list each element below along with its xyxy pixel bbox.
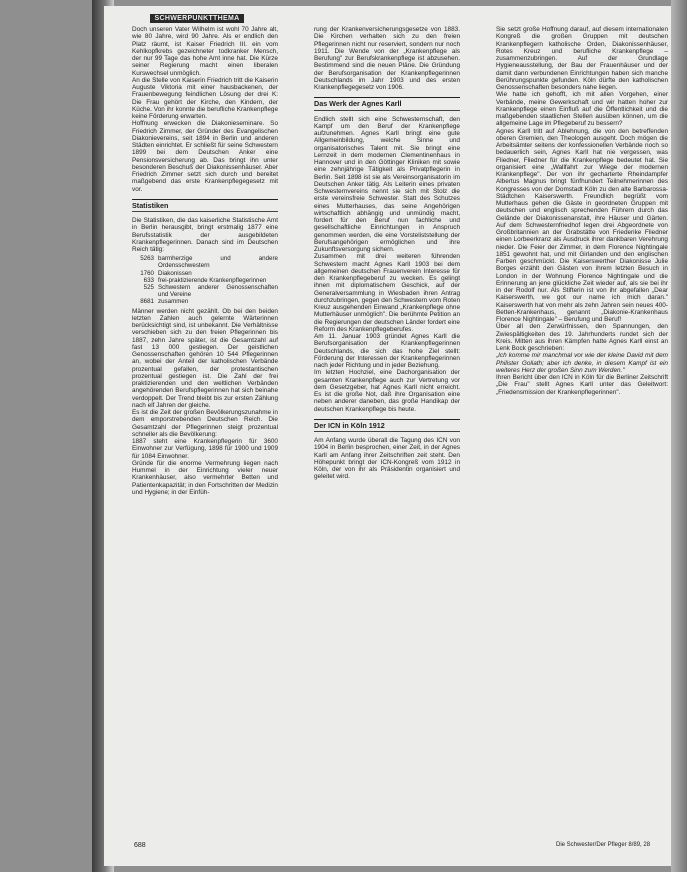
stat-number: 1760 (140, 269, 154, 277)
paragraph: Wie hatte ich gehofft, ich mit allen Vorgehen, einer Verbände, meine Gewerkschaft und wir hatten hoher zur Krankenpflege einen Einfluß auf die Öffentlichkeit und die maßgebenden staatlichen Stellen ausüben können, um die allgemeine Lage im Pflegeberuf zu bessern? (496, 91, 668, 128)
column-1 (132, 26, 278, 832)
scan-edge (671, 0, 687, 872)
paragraph: Sie setzt große Hoffnung darauf, auf diesem internationalen Kongreß die großen Gruppen mit deutschen Krankenpflegern katholische Orden, Diakonissenhäuser, Rotes Kreuz und berufliche Krankenpflege – zusammenzubringen. Auf der Grundlage Hygieneausstellung, der Bau der Frauenhäuser und der damit dann verbundenen Einrichtungen haben sich manche Berührungspunkte gefunden. Köln dürfte den katholischen Genossenschaften besonders nahe liegen. (496, 26, 668, 91)
stat-number: 525 (143, 284, 154, 292)
stat-number: 633 (143, 276, 154, 284)
section-heading-werk-agnes-karll: Das Werk der Agnes Karll (314, 97, 460, 110)
paragraph: Gründe für die enorme Vermehrung liegen nach Hummel in der Einrichtung vieler neuer Krankenhäuser, also vermehrter Betten und Patientenkapazität; in den Fortschritten der Medizin und Hygiene; in der Einfüh- (132, 459, 278, 496)
paragraph: Über all den Zerwürfnissen, den Spannungen, den Zwiespältigkeiten des 19. Jahrhunderts rundet sich der Kreis. Mitten aus ihren Kämpfen hatte Agnes Karll einst an Lenk Bock geschrieben: (496, 323, 668, 352)
stat-row (132, 255, 278, 269)
statistics-table (132, 255, 278, 305)
section-heading-icn-koeln: Der ICN in Köln 1912 (314, 419, 460, 432)
section-heading-statistiken: Statistiken (132, 199, 278, 212)
stat-label: zusammen (158, 298, 189, 306)
quote: „Ich komme mir manchmal vor wie der kleine David mit dem Philister Goliath; aber ich denke, in diesem Kampf ist ein weiteres Herz der großen Sinn zum Werden." (496, 352, 668, 374)
stat-label: Schwestern anderer Genossenschaften und Vereine (158, 284, 278, 299)
paragraph: Männer werden nicht gezählt. Ob bei den beiden letzten Zahlen auch gelernte Wärterinnen berücksichtigt sind, ist unbekannt. Die Verhältnisse verschieben sich zu den freien Pflegerinnen bis 1887, zehn Jahre später, ist die Gesamtzahl auf fast 13 000 gestiegen. Der geistlichen Genossenschaften gehören 10 544 Pflegerinnen an, wobei der Anteil der katholischen Verbände prozentual gefallen, der protestantischen prozentual gestiegen ist. Die Zahl der frei praktizierenden und den weltlichen Verbänden angehörenden Berufspflegerinnen hat sich beinahe verdoppelt. Der Trend bleibt bis zur ersten Zählung nach elf Jahren der gleiche. (132, 307, 278, 409)
stat-number: 8681 (140, 298, 154, 306)
paragraph: Hoffnung erwecken die Diakonieseminare. So Friedrich Zimmer, der Gründer des Evangelischen Diakonievereins, seit 1894 in Berlin und anderen Städten einrichtet. Er schließt für seine Schwestern 1899 bei dem Deutschen Anker eine Pensionsversicherung ab. Das bringt ihn unter besonderen Beschuß der Diakonissenhäuser. Aber Friedrich Zimmer setzt sich durch und bereitet maßgebend das erste Krankenpflegegesetz mit vor. (132, 120, 278, 193)
stat-row (132, 284, 278, 298)
stat-label: frei-praktizierende Krankenpflegerinnen (158, 276, 267, 284)
paragraph: Im letzten Hochziel, eine Dachorganisation der gesamten Krankenpflege auch zur Vertretung vor dem Gesetzgeber, hat Agnes Karll nicht erreicht. Es ist die große Not, daß ihre Organisation eine neben anderer daneben, das große Handikap der deutschen Krankenpflege bis heute. (314, 369, 460, 413)
stat-label: Diakonissen (158, 269, 192, 277)
column-2 (314, 26, 460, 832)
stat-label: barmherzige und andere Ordensschwestern (158, 255, 278, 270)
stat-row (132, 277, 278, 284)
paragraph: rung der Krankenversicherungsgesetze von 1883. Die Kirchen verhalten sich zu den freien Pflegerinnen nicht nur reserviert, sondern nur noch 1911. Die Wende von der „Krankenpflege als Berufung" zur Berufskrankenpflege ist abzusehen. Bestimmend sind die neuen Pläne. Die Gründung der Berufsorganisation der Krankenpflegerinnen Deutschlands im Jahr 1903 und des ersten Krankenpflegegesetz von 1906. (314, 26, 460, 91)
magazine-footer: Die Schwester/Der Pfleger 8/89, 28 (556, 842, 651, 848)
section-header: SCHWERPUNKTTHEMA (150, 14, 244, 23)
paragraph: Die Statistiken, die das kaiserliche Statistische Amt in Berlin herausgibt, bringt erstmalig 1877 eine Berufsstatistik der ausgebildeten Krankenpflegerinnen. Danach sind im Deutschen Reich tätig: (132, 217, 278, 253)
paragraph: Endlich stellt sich eine Schwesternschaft, den Kampf um den Beruf der Krankenpflege aufzunehmen. Agnes Karll bringt eine gute Allgemeinbildung, welche Sinne und organisatorisches Talent mit. Sie bringt eine Lernzeit in dem modernen Clementinenhaus in Hannover und in den Göttinger Kliniken mit sowie eine zehnjährige Tätigkeit als Privatpflegerin in Berlin. Seit 1898 ist sie als Vereinsorganisatorin im Deutschen Anker tätig. Als Leiterin eines privaten Schwesternvereins nennt sie sich mit Stolz die erste vereinsfreie Schwester. Statt des Schutzes eines Mutterhauses, das seine Angehörigen wirtschaftlich abhängig und unmündig macht, fordert für den Beruf nun fachliche und gesellschaftliche Einrichtungen in Anspruch genommen werden, die eine Vorsteliststellung der Berufsangehörigen ermöglichen und ihre Zukunftsversorgung sichern. (314, 115, 460, 253)
paragraph: 1887 steht eine Krankenpflegerin für 3600 Einwohner zur Verfügung, 1898 für 1900 und 1909 für 1084 Einwohner. (132, 438, 278, 460)
paragraph: Agnes Karll tritt auf Ablehnung, die von den betreffenden oberen Gremien, den Theologen ausgeht. Doch mögen die Arbeitsämter seitens der konfessionellen Verbände noch so bedauerlich sein, Agnes Karll hat nie vergessen, was Fliedner, Fliedner für die Krankenpflege bedeutet hat. Sie organisiert eine „Wallfahrt zur Wiege der modernen Krankenpflege". Der von ihr gecharterte Rheindampfer Albertus Magnus bringt fünfhundert Teilnehmerinnen des Kongresses von der Domstadt Köln zu den alte Barbarossa-Städtchen Kaiserswerth. Freundlich begrüßt vom Mutterhaus gehen die Gäste in geordneten Gruppen mit deutschen und englisch sprechenden Führern durch das Gelände der Diakonissenanstalt, ihre Häuser und Gärten. Auf dem Schwesternfriedhof legen drei Abgeordnete von Großbritannien an der Grabstätte von Friederike Fliedner einen Lorbeerkranz als Ausdruck ihrer dankbaren Verehrung nieder. Die Feier der Zimmer, in dem Florence Nightingale 1851 gewohnt hat, und mit Girlanden und den englischen Farben geschmückt. Die Kaiserswerther Diakonisse Julie Borges erzählt den Gästen von ihrem letzten Besuch in London in der Wohnung Florence Nightingale und die Erinnerung an jene glückliche Zeit wieder auf, als sie bei ihr in der Rodolf nur. Als Stifterin ist von ihr abgefallen „Dear Kaiserswerth, we got our name ich mich daran." Kaiserswerth hat von mehr als zehn Jahren sein neues 400-Betten-Krankenhaus, genannt „Diakonie-Krankenhaus Florence Nightingale" – Berufung und Beruf! (496, 127, 668, 323)
paragraph: Ihren Bericht über den ICN in Köln für die Berliner Zeitschrift „Die Frau" stellt Agnes Karll unter das Geleitwort: „Friedensmission der Krankenpflegerinnen". (496, 374, 668, 396)
paragraph: Am 11. Januar 1903 gründet Agnes Karll die Berufsorganisation der Krankenpflegerinnen Deutschlands, die sich das hohe Ziel stellt: Förderung der Interessen der Krankenpflegerinnen nach jeder Richtung und in jeder Beziehung. (314, 333, 460, 369)
stat-row (132, 270, 278, 277)
paragraph: Am Anfang wurde überall die Tagung des ICN von 1904 in Berlin besprochen, einer Zeit, in der Agnes Karll am Anfang ihrer Zeitschriften zeit steht. Den Höhepunkt bringt der ICN-Kongreß vom 1912 in Köln, der von ihr als Präsidentin organisiert und geleitet wird. (314, 437, 460, 481)
paragraph: Zusammen mit drei weiteren führenden Schwestern macht Agnes Karll 1903 bei dem allgemeinen deutschen Frauenverein Interesse für den Krankenpflegeberuf zu wecken. Es gelingt ihnen mit diplomatischem Geschick, auf der Generalversammlung in Wiesbaden ihren Antrag durchzubringen, gegen den Schwestern vom Roten Kreuz ausgehenden Einwand „Krankenpflege ohne Mutterhäuser unmöglich". Die berühmte Petition an die Regierungen der deutschen Länder fordert eine Reform des Krankenpflegeberufes. (314, 253, 460, 333)
column-3 (496, 26, 668, 832)
stat-row (132, 298, 278, 305)
paragraph: An die Stelle von Kaiserin Friedrich tritt die Kaiserin Auguste Viktoria mit einer hausbackenen, der Frauenbewegung feindlichen Lösung der drei K: Die Frau gehört der Kirche, den Kindern, der Küche. Von ihr konnte die berufliche Krankenpflege keine Förderung erwarten. (132, 76, 278, 120)
page-number: 688 (134, 842, 146, 849)
paragraph: Es ist die Zeit der großen Bevölkerungszunahme in dem emporstrebenden Deutschen Reich. Die Gesamtzahl der Pflegerinnen steigt prozentual schneller als die Bevölkerung: (132, 409, 278, 438)
stat-number: 5263 (140, 255, 154, 263)
paragraph: Doch unseren Vater Wilhelm ist wohl 70 Jahre alt, wie 80 Jahre, wird 90 Jahre. Als er endlich den Platz räumt, ist Kaiser Friedrich III. ein vom Kehlkopfkrebs gezeichneter todkranker Mensch, der nur 99 Tage das hohe Amt inne hat. Die Kürze seiner Regierung macht einen liberalen Kurswechsel unmöglich. (132, 26, 278, 77)
